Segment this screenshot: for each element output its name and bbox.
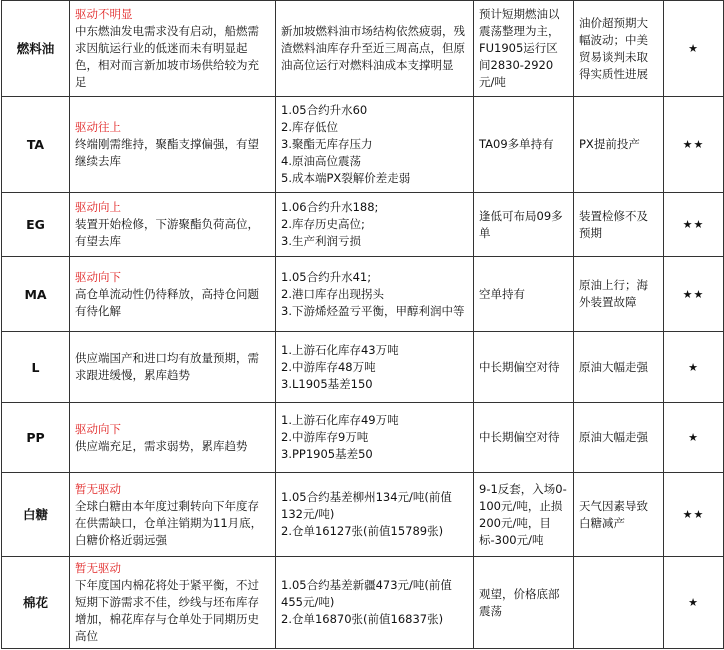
table-row bbox=[2, 473, 724, 557]
commodity-name: 燃料油 bbox=[2, 1, 70, 97]
risk-cell: 原油上行；海外装置故障 bbox=[574, 257, 664, 332]
factors-cell bbox=[276, 257, 474, 332]
factor-line: 5.成本端PX裂解价差走弱 bbox=[281, 171, 411, 185]
factors-cell bbox=[276, 1, 474, 97]
driver-label: 驱动向下 bbox=[75, 269, 121, 284]
factors-cell bbox=[276, 557, 474, 649]
factor-line: 3.生产利润亏损 bbox=[281, 234, 361, 248]
logic-text: 供应端国产和进口均有放量预期，需求跟进缓慢，累库趋势 bbox=[75, 351, 259, 382]
commodity-name: 棉花 bbox=[2, 557, 70, 649]
factor-line: 1.05合约升水60 bbox=[281, 103, 368, 117]
risk-cell: 油价超预期大幅波动；中美贸易谈判未取得实质性进展 bbox=[574, 1, 664, 97]
logic-cell bbox=[70, 193, 276, 257]
factor-line: 2.仓单16127张(前值15789张) bbox=[281, 524, 444, 538]
factors-cell bbox=[276, 403, 474, 473]
strategy-cell: TA09多单持有 bbox=[474, 97, 574, 193]
strategy-cell: 预计短期燃油以震荡整理为主，FU1905运行区间2830-2920元/吨 bbox=[474, 1, 574, 97]
logic-text: 全球白糖由本年度过剩转向下年度存在供需缺口，仓单注销期为11月底，白糖价格近弱远强 bbox=[75, 498, 263, 547]
driver-label: 驱动向上 bbox=[75, 200, 121, 214]
rating-stars: ★★ bbox=[664, 97, 724, 193]
driver-label: 暂无驱动 bbox=[75, 561, 121, 575]
table-row bbox=[2, 403, 724, 473]
strategy-cell: 观望，价格底部震荡 bbox=[474, 557, 574, 649]
logic-text: 下年度国内棉花将处于紧平衡，不过短期下游需求不佳，纱线与坯布库存增加，棉花库存与仓单处于同期历史高位 bbox=[75, 578, 259, 643]
rating-stars: ★★ bbox=[664, 257, 724, 332]
rating-stars: ★ bbox=[664, 403, 724, 473]
risk-cell: 装置检修不及预期 bbox=[574, 193, 664, 257]
commodity-name: MA bbox=[2, 257, 70, 332]
table-row bbox=[2, 1, 724, 97]
factors-cell bbox=[276, 193, 474, 257]
logic-cell bbox=[70, 97, 276, 193]
rating-stars: ★★ bbox=[664, 193, 724, 257]
factor-line: 2.仓单16870张(前值16837张) bbox=[281, 612, 444, 626]
strategy-cell: 中长期偏空对待 bbox=[474, 332, 574, 403]
driver-label: 驱动不明显 bbox=[75, 7, 133, 21]
logic-cell bbox=[70, 257, 276, 332]
rating-stars: ★ bbox=[664, 332, 724, 403]
factors-cell bbox=[276, 473, 474, 557]
logic-cell bbox=[70, 403, 276, 473]
commodity-name: TA bbox=[2, 97, 70, 193]
factor-line: 1.06合约升水188; bbox=[281, 200, 379, 214]
rating-stars: ★ bbox=[664, 557, 724, 649]
logic-cell bbox=[70, 1, 276, 97]
factors-cell bbox=[276, 97, 474, 193]
risk-cell: 天气因素导致白糖减产 bbox=[574, 473, 664, 557]
commodity-name: EG bbox=[2, 193, 70, 257]
commodity-name: PP bbox=[2, 403, 70, 473]
logic-text: 高仓单流动性仍待释放，高持仓问题有待化解 bbox=[75, 286, 259, 318]
logic-text: 供应端充足，需求弱势，累库趋势 bbox=[75, 438, 248, 453]
strategy-cell: 9-1反套，入场0-100元/吨，止损200元/吨，目标-300元/吨 bbox=[474, 473, 574, 557]
factor-line: 2.库存历史高位; bbox=[281, 217, 365, 231]
logic-text: 装置开始检修，下游聚酯负荷高位，有望去库 bbox=[75, 217, 259, 248]
commodity-name: 白糖 bbox=[2, 473, 70, 557]
table-row bbox=[2, 332, 724, 403]
factor-line: 2.中游库存9万吨 bbox=[281, 430, 369, 444]
risk-cell: 原油大幅走强 bbox=[574, 403, 664, 473]
strategy-cell: 空单持有 bbox=[474, 257, 574, 332]
factor-line: 3.聚酯无库存压力 bbox=[281, 137, 373, 151]
risk-cell bbox=[574, 557, 664, 649]
driver-label: 暂无驱动 bbox=[75, 481, 121, 496]
factor-line: 1.上游石化库存43万吨 bbox=[281, 342, 399, 357]
factor-line: 1.上游石化库存49万吨 bbox=[281, 413, 399, 427]
factor-line: 1.05合约基差新疆473元/吨(前值455元/吨) bbox=[281, 578, 452, 609]
logic-text: 中东燃油发电需求没有启动，船燃需求因航运行业的低迷而未有明显起色，相对而言新加坡市场供给较为充足 bbox=[75, 24, 259, 89]
rating-stars: ★★ bbox=[664, 473, 724, 557]
risk-cell: PX提前投产 bbox=[574, 97, 664, 193]
factor-line: 4.原油高位震荡 bbox=[281, 154, 361, 168]
factor-line: 1.05合约升水41; bbox=[281, 269, 372, 284]
table-row bbox=[2, 557, 724, 649]
factor-line: 3.PP1905基差50 bbox=[281, 447, 373, 461]
table-row bbox=[2, 193, 724, 257]
logic-cell bbox=[70, 332, 276, 403]
factor-line: 2.港口库存出现拐头 bbox=[281, 286, 384, 301]
logic-cell bbox=[70, 557, 276, 649]
commodity-name: L bbox=[2, 332, 70, 403]
factor-line: 2.中游库存48万吨 bbox=[281, 359, 376, 374]
factor-line: 新加坡燃料油市场结构依然疲弱，残渣燃料油库存升至近三周高点，但原油高位运行对燃料油成本支撑明显 bbox=[281, 24, 465, 72]
table-row bbox=[2, 97, 724, 193]
table-row bbox=[2, 257, 724, 332]
commodity-table bbox=[1, 0, 724, 649]
strategy-cell: 逢低可布局09多单 bbox=[474, 193, 574, 257]
factor-line: 3.下游烯烃盈亏平衡，甲醇利润中等 bbox=[281, 303, 465, 318]
strategy-cell: 中长期偏空对待 bbox=[474, 403, 574, 473]
factors-cell bbox=[276, 332, 474, 403]
logic-text: 终端刚需维持，聚酯支撑偏强，有望继续去库 bbox=[75, 137, 259, 168]
risk-cell: 原油大幅走强 bbox=[574, 332, 664, 403]
driver-label: 驱动往上 bbox=[75, 120, 121, 134]
factor-line: 3.L1905基差150 bbox=[281, 376, 373, 391]
logic-cell bbox=[70, 473, 276, 557]
factor-line: 2.库存低位 bbox=[281, 120, 338, 134]
driver-label: 驱动向下 bbox=[75, 421, 121, 436]
factor-line: 1.05合约基差柳州134元/吨(前值132元/吨) bbox=[281, 490, 452, 521]
rating-stars: ★ bbox=[664, 1, 724, 97]
